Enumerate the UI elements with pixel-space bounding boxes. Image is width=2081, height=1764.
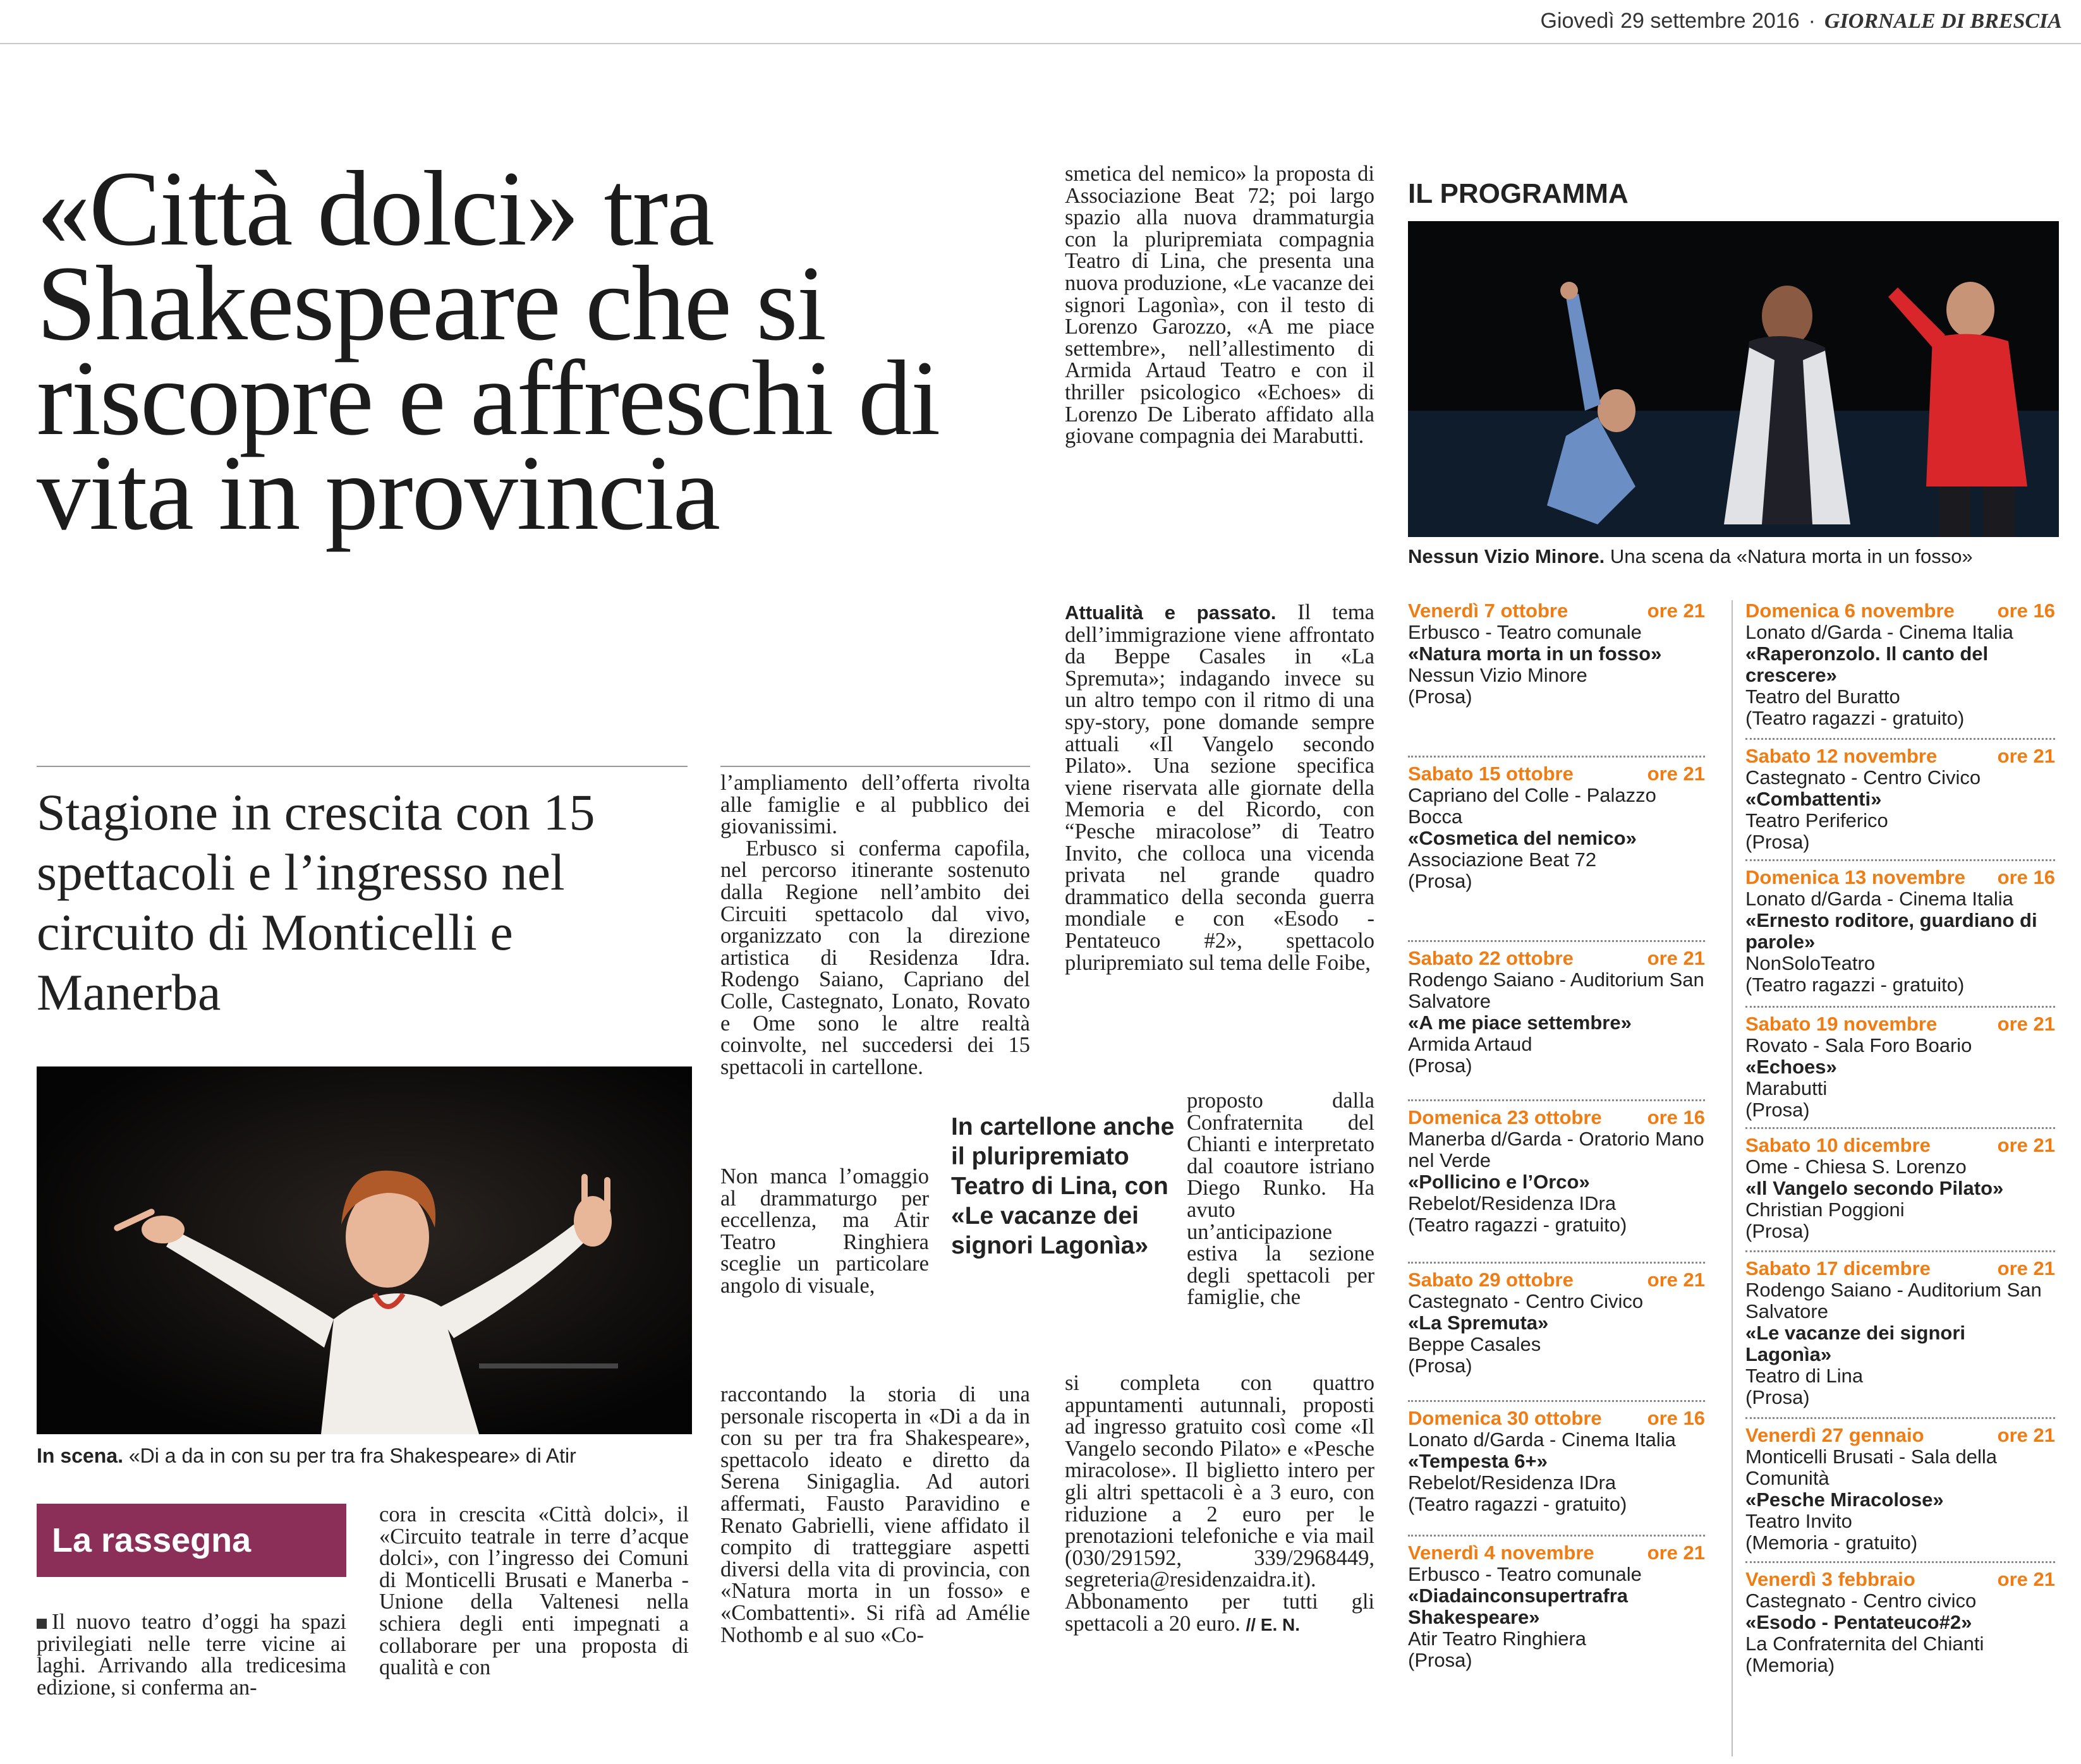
event-date: Venerdì 4 novembre <box>1408 1542 1594 1564</box>
event-time: ore 21 <box>1647 947 1705 969</box>
program-event <box>1745 746 2055 853</box>
event-kind: (Teatro ragazzi - gratuito) <box>1745 974 1965 996</box>
byline: // E. N. <box>1246 1614 1301 1634</box>
subhead-rule <box>37 766 688 767</box>
event-time: ore 16 <box>1647 1106 1705 1128</box>
program-event <box>1745 867 2055 996</box>
event-company: Associazione Beat 72 <box>1408 849 1597 871</box>
event-date-line <box>1408 600 1705 622</box>
program-event <box>1408 600 1705 708</box>
event-separator <box>1745 1250 2055 1252</box>
event-company: Christian Poggioni <box>1745 1199 1905 1221</box>
event-separator <box>1408 940 1705 942</box>
event-company: La Confraternita del Chianti <box>1745 1633 1984 1655</box>
event-kind: (Memoria - gratuito) <box>1745 1531 1918 1554</box>
event-date: Sabato 29 ottobre <box>1408 1269 1574 1291</box>
body-column-2 <box>379 1504 689 1679</box>
section-label: La rassegna <box>37 1504 346 1577</box>
event-date-line <box>1408 1269 1705 1291</box>
event-separator <box>1408 756 1705 758</box>
program-event <box>1745 1135 2055 1242</box>
page-header <box>1541 9 2063 33</box>
scene-illustration <box>1408 221 2059 537</box>
program-event <box>1745 1258 2055 1408</box>
event-date: Sabato 12 novembre <box>1745 745 1938 767</box>
event-time: ore 21 <box>1997 1013 2055 1035</box>
event-date: Sabato 10 dicembre <box>1745 1134 1931 1156</box>
event-place: Monticelli Brusati - Sala della Comunità <box>1745 1446 1998 1489</box>
event-company: Beppe Casales <box>1408 1333 1541 1355</box>
col3d-text: raccontando la storia di una personale riscoperta in «Di a da in con su per tra fra Shakespeare», spettacolo ideato e diretto da Serena Sinigaglia. Ad autori affermati, Fausto Paravidino e Renato Gabrielli, viene affidato il compito di tratteggiare aspetti diversi della vita di provincia, con «Natura morta in un fosso» e «Combattenti». Si rifà ad Amélie Nothomb e al suo «Co- <box>720 1382 1030 1647</box>
event-time: ore 21 <box>1997 1257 2055 1279</box>
col3a-text: l’ampliamento dell’offerta rivolta alle famiglie e al pubblico dei giovanissimi. <box>720 771 1030 839</box>
event-kind: (Prosa) <box>1408 686 1472 708</box>
event-place: Castegnato - Centro Civico <box>1408 1290 1644 1312</box>
event-kind: (Teatro ragazzi - gratuito) <box>1408 1493 1627 1515</box>
event-place: Erbusco - Teatro comunale <box>1408 1563 1642 1585</box>
event-separator <box>1745 738 2055 740</box>
event-date: Sabato 22 ottobre <box>1408 947 1574 969</box>
body-column-3a <box>720 772 1030 1078</box>
event-date: Venerdì 27 gennaio <box>1745 1424 1924 1446</box>
event-place: Ome - Chiesa S. Lorenzo <box>1745 1156 1967 1178</box>
program-event <box>1408 763 1705 892</box>
event-time: ore 16 <box>1997 866 2055 888</box>
photo-actress <box>37 1066 692 1434</box>
col4a-text: smetica del nemico» la proposta di Associazione Beat 72; poi largo spazio alla nuova drammaturgia con la pluripremiata compagnia Teatro di Lina, che presenta una nuova produzione, «Le vacanze dei signori Lagonìa», con il testo di Lorenzo Garozzo, «A me piace settembre», nell’allestimento di Armida Artaud Teatro e con il thriller psicologico «Echoes» di Lorenzo De Liberato affidato alla giovane compagnia dei Marabutti. <box>1065 162 1374 449</box>
body-column-4a <box>1065 163 1374 447</box>
event-time: ore 21 <box>1647 1542 1705 1564</box>
event-date-line <box>1745 746 2055 767</box>
event-title: «Pollicino e l’Orco» <box>1408 1171 1590 1193</box>
event-place: Rodengo Saiano - Auditorium San Salvatore <box>1745 1279 2042 1322</box>
event-title: «Diadainconsupertrafra Shakespeare» <box>1408 1585 1628 1628</box>
event-date: Domenica 6 novembre <box>1745 600 1955 622</box>
newspaper-name: GIORNALE DI BRESCIA <box>1824 9 2062 33</box>
event-separator <box>1745 1006 2055 1008</box>
event-place: Castegnato - Centro civico <box>1745 1590 1977 1612</box>
event-date: Sabato 17 dicembre <box>1745 1257 1931 1279</box>
body-column-4c <box>1187 1090 1374 1308</box>
header-rule <box>0 43 2081 44</box>
event-separator <box>1745 1127 2055 1129</box>
program-event <box>1745 600 2055 729</box>
photo2-caption-label: Nessun Vizio Minore. <box>1408 545 1605 567</box>
event-kind: (Prosa) <box>1745 1386 1810 1408</box>
photo2-caption <box>1408 545 1973 568</box>
event-title: «A me piace settembre» <box>1408 1012 1632 1034</box>
body-column-1 <box>37 1611 346 1698</box>
body-column-3c <box>720 1166 929 1297</box>
event-time: ore 21 <box>1647 1269 1705 1291</box>
event-time: ore 21 <box>1647 763 1705 785</box>
event-title: «Tempesta 6+» <box>1408 1450 1548 1472</box>
body-column-4d <box>1065 1372 1374 1636</box>
event-time: ore 21 <box>1997 1424 2055 1446</box>
program-event <box>1408 1542 1705 1671</box>
col2-text: cora in crescita «Città dolci», il «Circuito teatrale in terre d’acque dolci», con l’ingresso dei Comuni di Monticelli Brusati e Manerba - Unione della Valtenesi nella schiera degli enti impegnati a collaborare per una proposta di qualità e con <box>379 1502 689 1680</box>
event-date-line <box>1745 1013 2055 1035</box>
event-place: Lonato d/Garda - Cinema Italia <box>1745 621 2013 643</box>
event-title: «Pesche Miracolose» <box>1745 1489 1944 1511</box>
event-place: Lonato d/Garda - Cinema Italia <box>1408 1429 1676 1451</box>
event-company: Armida Artaud <box>1408 1033 1532 1055</box>
col4b-text: Il tema dell’immigrazione viene affrontato da Beppe Casales in «La Spremuta»; indagando invece su un altro tempo con il ritmo di una spy-story, pone domande sempre attuali «Il Vangelo secondo Pilato». Una sezione specifica viene riservata alle giornate della Memoria e del Ricordo, con “Pesche miracolose” di Teatro Invito, che colloca una vicenda privata nel grande quadro drammatico della seconda guerra mondiale e con «Esodo - Pentateuco #2», spettacolo pluripremiato sul tema delle Foibe, <box>1065 600 1374 975</box>
event-separator <box>1408 1262 1705 1264</box>
event-kind: (Prosa) <box>1745 1099 1810 1121</box>
program-event <box>1408 1107 1705 1236</box>
photo1-caption-label: In scena. <box>37 1444 123 1467</box>
event-date: Sabato 15 ottobre <box>1408 763 1574 785</box>
event-title: «Le vacanze dei signori Lagonìa» <box>1745 1322 1966 1365</box>
event-title: «Natura morta in un fosso» <box>1408 643 1662 665</box>
col3b-text: Erbusco si conferma capofila, nel percorso itinerante sostenuto dalla Regione nell’ambito dei Circuiti spettacolo dal vivo, organizzato con la direzione artistica di Residenza Idra. Rodengo Saiano, Capriano del Colle, Castegnato, Lonato, Rovato e Ome sono le altre realtà coinvolte, nel succedersi dei 15 spettacoli in cartellone. <box>720 836 1030 1079</box>
event-time: ore 16 <box>1647 1407 1705 1429</box>
event-date-line <box>1745 1425 2055 1446</box>
event-place: Rodengo Saiano - Auditorium San Salvatore <box>1408 969 1704 1012</box>
event-separator <box>1408 1099 1705 1101</box>
event-kind: (Teatro ragazzi - gratuito) <box>1408 1214 1627 1236</box>
program-event <box>1745 1569 2055 1676</box>
event-date: Domenica 23 ottobre <box>1408 1106 1602 1128</box>
program-event <box>1408 1269 1705 1377</box>
event-date-line <box>1745 600 2055 622</box>
photo-scene <box>1408 221 2059 537</box>
event-date-line <box>1408 1408 1705 1429</box>
event-place: Castegnato - Centro Civico <box>1745 766 1981 788</box>
event-date-line <box>1408 1107 1705 1128</box>
actress-illustration <box>37 1066 692 1434</box>
event-date: Domenica 13 novembre <box>1745 866 1966 888</box>
pull-quote: In cartellone anche il pluripremiato Teatro di Lina, con «Le vacanze dei signori Lagonìa» <box>951 1113 1175 1259</box>
event-date-line <box>1745 1258 2055 1279</box>
event-separator <box>1408 1535 1705 1537</box>
event-company: Teatro Periferico <box>1745 809 1888 831</box>
body-column-3d <box>720 1384 1030 1646</box>
event-kind: (Teatro ragazzi - gratuito) <box>1745 707 1965 729</box>
event-separator <box>1745 1417 2055 1419</box>
event-date-line <box>1745 1135 2055 1156</box>
event-company: Atir Teatro Ringhiera <box>1408 1628 1587 1650</box>
event-date-line <box>1745 1569 2055 1590</box>
program-event <box>1408 1408 1705 1515</box>
col1-text: Il nuovo teatro d’oggi ha spazi privilegiati nelle terre vicine ai laghi. Arrivando alla tredicesima edizione, si conferma an- <box>37 1610 346 1700</box>
body-column-4b <box>1065 601 1374 974</box>
event-company: Marabutti <box>1745 1077 1828 1099</box>
event-separator <box>1408 1400 1705 1402</box>
headline: «Città dolci» tra Shakespeare che si riscopre e affreschi di vita in provincia <box>37 149 940 552</box>
photo1-caption <box>37 1444 576 1468</box>
event-title: «Echoes» <box>1745 1056 1837 1078</box>
event-company: Rebelot/Residenza IDra <box>1408 1471 1617 1494</box>
event-date: Sabato 19 novembre <box>1745 1013 1938 1035</box>
event-kind: (Prosa) <box>1745 1220 1810 1242</box>
event-company: Rebelot/Residenza IDra <box>1408 1192 1617 1214</box>
event-kind: (Prosa) <box>1408 1355 1472 1377</box>
event-kind: (Prosa) <box>1745 831 1810 853</box>
event-date-line <box>1745 867 2055 888</box>
event-separator <box>1745 859 2055 861</box>
bullet-square <box>37 1619 47 1629</box>
event-kind: (Prosa) <box>1408 1649 1472 1671</box>
program-column-divider <box>1732 600 1733 1756</box>
photo1-caption-text: «Di a da in con su per tra fra Shakespeare» di Atir <box>128 1444 576 1467</box>
event-title: «La Spremuta» <box>1408 1312 1549 1334</box>
event-company: Teatro del Buratto <box>1745 686 1900 708</box>
event-time: ore 21 <box>1997 1134 2055 1156</box>
event-title: «Esodo - Pentateuco#2» <box>1745 1611 1972 1633</box>
event-place: Capriano del Colle - Palazzo Bocca <box>1408 784 1656 828</box>
event-date: Domenica 30 ottobre <box>1408 1407 1602 1429</box>
event-date: Venerdì 7 ottobre <box>1408 600 1568 622</box>
program-event <box>1745 1425 2055 1554</box>
event-time: ore 21 <box>1997 1568 2055 1590</box>
program-event <box>1408 948 1705 1077</box>
event-time: ore 21 <box>1647 600 1705 622</box>
event-company: Teatro di Lina <box>1745 1365 1864 1387</box>
event-time: ore 16 <box>1997 600 2055 622</box>
header-separator: · <box>1808 9 1816 33</box>
photo2-caption-text: Una scena da «Natura morta in un fosso» <box>1610 545 1973 567</box>
programma-title: IL PROGRAMMA <box>1408 178 1629 209</box>
col4d-text: si completa con quattro appuntamenti autunnali, proposti ad ingresso gratuito così come «Il Vangelo secondo Pilato» e «Pesche miracolose». Il biglietto intero per gli altri spettacoli è a 3 euro, con riduzione a 2 euro per le prenotazioni telefoniche e via mail (030/291592, 339/2968449, segreteria@residenzaidra.it). Abbonamento per tutti gli spettacoli a 20 euro. <box>1065 1371 1374 1636</box>
event-date-line <box>1408 1542 1705 1564</box>
col3c-text: Non manca l’omaggio al drammaturgo per eccellenza, ma Atir Teatro Ringhiera sceglie un particolare angolo di visuale, <box>720 1164 929 1298</box>
event-place: Rovato - Sala Foro Boario <box>1745 1034 1972 1056</box>
col4c-text: proposto dalla Confraternita del Chianti e interpretato dal coautore istriano Diego Runko. Ha avuto un’anticipazione estiva la sezione degli spettacoli per famiglie, che <box>1187 1089 1374 1310</box>
event-title: «Combattenti» <box>1745 788 1882 810</box>
event-time: ore 21 <box>1997 745 2055 767</box>
event-title: «Il Vangelo secondo Pilato» <box>1745 1177 2004 1199</box>
event-date: Venerdì 3 febbraio <box>1745 1568 1915 1590</box>
event-title: «Ernesto roditore, guardiano di parole» <box>1745 909 2037 953</box>
event-title: «Cosmetica del nemico» <box>1408 827 1637 849</box>
event-date-line <box>1408 763 1705 785</box>
event-kind: (Prosa) <box>1408 1054 1472 1077</box>
event-title: «Raperonzolo. Il canto del crescere» <box>1745 643 1989 686</box>
event-place: Erbusco - Teatro comunale <box>1408 621 1642 643</box>
event-kind: (Prosa) <box>1408 870 1472 892</box>
event-company: NonSoloTeatro <box>1745 952 1876 974</box>
program-event <box>1745 1013 2055 1121</box>
subheadline: Stagione in crescita con 15 spettacoli e l’ingresso nel circuito di Monticelli e Manerba <box>37 783 595 1021</box>
col3-top-rule <box>720 766 1030 767</box>
event-kind: (Memoria) <box>1745 1654 1835 1676</box>
event-company: Nessun Vizio Minore <box>1408 664 1587 686</box>
event-place: Manerba d/Garda - Oratorio Mano nel Verde <box>1408 1128 1704 1171</box>
col4b-lead: Attualità e passato. <box>1065 601 1277 624</box>
event-date-line <box>1408 948 1705 969</box>
event-separator <box>1745 1561 2055 1563</box>
issue-date: Giovedì 29 settembre 2016 <box>1540 9 1800 33</box>
event-company: Teatro Invito <box>1745 1510 1852 1532</box>
event-place: Lonato d/Garda - Cinema Italia <box>1745 888 2013 910</box>
